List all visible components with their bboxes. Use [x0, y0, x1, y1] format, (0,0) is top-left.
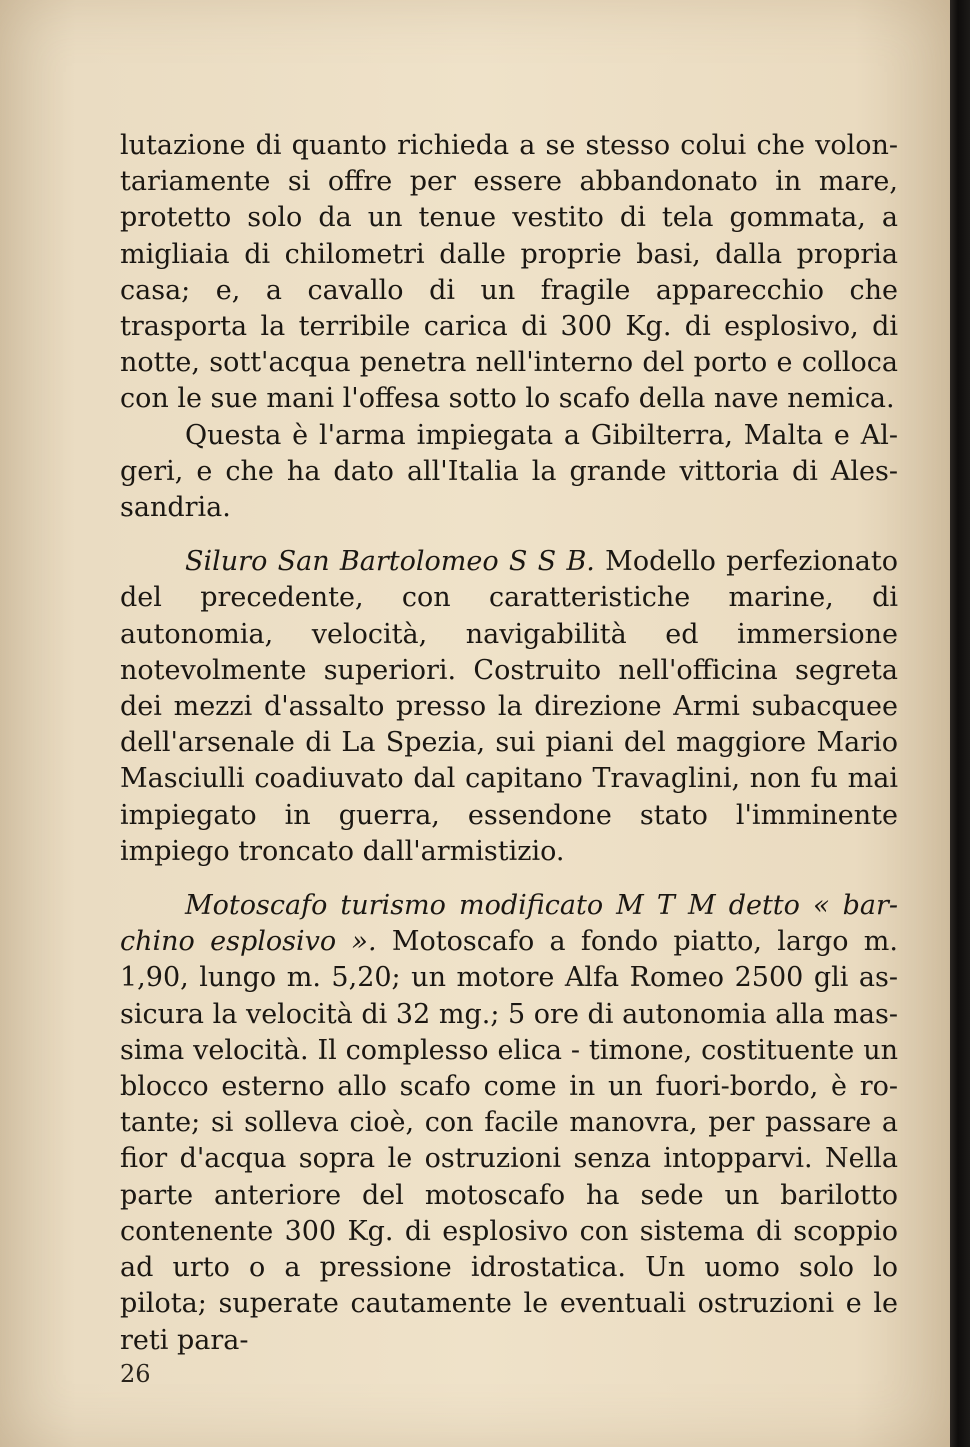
paragraph-2 [120, 418, 898, 527]
body-text [120, 128, 898, 1359]
paragraph-1-text: lutazione di quanto richieda a se stesso colui che volontariamente si offre per essere abbandonato in mare, protetto solo da un tenue vestito di tela gommata, a migliaia di chilometri dalle proprie basi, dalla propria casa; e, a cavallo di un fragile apparecchio che trasporta la terribile carica di 300 Kg. di esplosivo, di notte, sott'acqua penetra nell'interno del porto e colloca con le sue mani l'offesa sotto lo scafo della nave nemica. [120, 130, 898, 415]
paragraph-2-text: Questa è l'arma impiegata a Gibilterra, Malta e Algeri, e che ha dato all'Italia la grande vittoria di Alessandria. [120, 419, 898, 524]
page-number: 26 [120, 1360, 151, 1388]
paragraph-siluro-text: Modello perfezionato del precedente, con caratteristiche marine, di autonomia, velocità, navigabilità ed immersione notevolmente superiori. Costruito nell'officina segreta dei mezzi d'assalto presso la direzione Armi subacquee dell'arsenale di La Spezia, sui piani del maggiore Mario Masciulli coadiuvato dal capitano Travaglini, non fu mai impiegato in guerra, essendone stato l'imminente impiego troncato dall'armistizio. [120, 546, 899, 867]
paragraph-motoscafo [120, 888, 898, 1359]
paragraph-1 [120, 128, 898, 418]
book-spine-edge [950, 0, 970, 1447]
paragraph-siluro-heading: Siluro San Bartolomeo S S B. [185, 546, 595, 578]
paragraph-siluro [120, 544, 898, 870]
paragraph-motoscafo-text: Motoscafo a fondo piatto, largo m. 1,90, lungo m. 5,20; un motore Alfa Romeo 2500 gli assicura la velocità di 32 mg.; 5 ore di autonomia alla massima velocità. Il complesso elica - timone, costituente un blocco esterno allo scafo come in un fuori-bordo, è rotante; si solleva cioè, con facile manovra, per passare a fior d'acqua sopra le ostruzioni senza intopparvi. Nella parte anteriore del motoscafo ha sede un barilotto contenente 300 Kg. di esplosivo con sistema di scoppio ad urto o a pressione idrostatica. Un uomo solo lo pilota; superate cautamente le eventuali ostruzioni e le reti para- [120, 926, 898, 1356]
paragraph-motoscafo-heading: Motoscafo turismo modificato M T M detto « barchino esplosivo ». [120, 890, 898, 958]
